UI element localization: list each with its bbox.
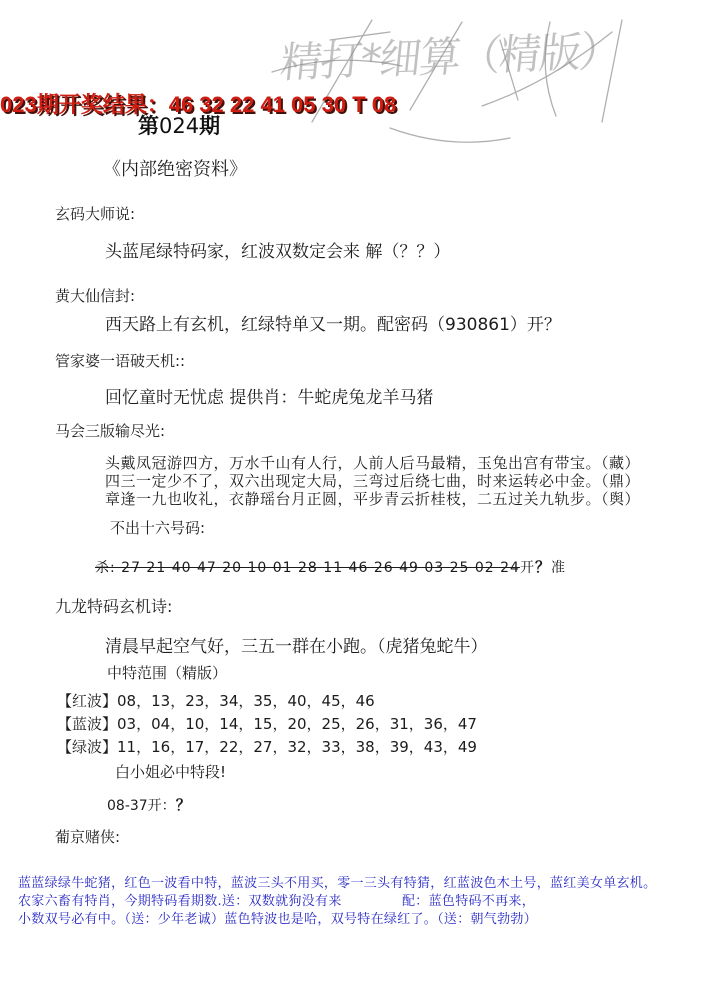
- section-label-pujing: 葡京赌侠:: [55, 828, 121, 846]
- mahui-verse-line: 四三一定少不了，双六出现定大局，三弯过后绕七曲，时来运转必中金。（鼎）: [105, 472, 641, 490]
- section-label-jiulong: 九龙特码玄机诗:: [55, 597, 173, 616]
- wave-name: 【绿波】: [57, 738, 118, 756]
- footer-line2-right: 配：蓝色特码不再来，: [402, 894, 536, 909]
- wave-row-blue: [57, 713, 477, 734]
- wave-name: 【蓝波】: [57, 715, 118, 733]
- section-label-huangdaxian: 黄大仙信封:: [55, 287, 136, 305]
- wave-row-red: [57, 690, 375, 711]
- killed-numbers-line: [95, 556, 566, 577]
- section-label-guanjiapo: 管家婆一语破天机::: [55, 352, 186, 370]
- issue-digits: 024: [159, 114, 200, 138]
- range-label: 中特范围（精版）: [107, 664, 228, 682]
- footer-line2-left: 农家六畜有特肖，今期特码看期数.送：双数就狗没有来: [18, 894, 342, 909]
- huangdaxian-content: 西天路上有玄机，红绿特单又一期。配密码（930861）开？: [105, 315, 561, 335]
- footer-verse-line: 蓝蓝绿绿牛蛇猪，红色一波看中特，蓝波三头不用买，零一三头有特猜，红蓝波色木土号，蓝红美女单玄机。: [18, 876, 657, 891]
- issue-prefix: 第: [138, 114, 159, 138]
- baixiaojie-line: 白小姐必中特段!: [115, 763, 227, 781]
- range-text: 08-37开：: [107, 798, 176, 814]
- section-label-mahui: 马会三版输尽光:: [55, 422, 166, 440]
- kill-question-mark: ？: [534, 558, 551, 576]
- footer-verse-line: [18, 890, 708, 909]
- xuanma-content: 头蓝尾绿特码家，红波双数定会来 解（？？）: [105, 242, 451, 262]
- jiulong-poem: 清晨早起空气好，三五一群在小跑。（虎猪兔蛇牛）: [105, 637, 488, 657]
- section-label-xuanma: 玄码大师说:: [55, 205, 136, 223]
- footer-verse-line: 小数双号必有中。（送：少年老诚）蓝色特波也是哈，双号特在绿红了。（送：朝气勃勃）: [18, 912, 538, 927]
- mahui-verse-line: 头戴凤冠游四方，万水千山有人行，人前人后马最精，玉兔出宫有带宝。（藏）: [105, 454, 641, 472]
- issue-suffix: 期: [199, 114, 221, 138]
- handwritten-title: 精打*细算（精版）: [277, 26, 622, 88]
- kill-accurate-char: 准: [550, 560, 566, 576]
- mahui-verse-line: 章逢一九也收礼，衣静瑶台月正圆，平步青云折桂枝，二五过关九轨步。（舆）: [105, 490, 641, 508]
- kill-open-char: 开: [519, 560, 535, 576]
- secret-material-title: 《内部绝密资料》: [103, 159, 247, 180]
- killed-numbers: 杀: 27 21 40 47 20 10 01 28 11 46 26 49 03 25 02 24: [95, 560, 520, 576]
- special-range-line: [107, 794, 191, 815]
- sixteen-numbers-label: 不出十六号码:: [110, 519, 206, 537]
- wave-numbers: 11，16，17，22，27，32，33，38，39，43，49: [117, 738, 477, 756]
- wave-row-green: [57, 736, 477, 757]
- wave-name: 【红波】: [57, 692, 118, 710]
- wave-numbers: 08，13，23，34，35，40，45，46: [117, 692, 375, 710]
- range-question-mark: ？: [175, 796, 191, 814]
- wave-numbers: 03，04，10，14，15，20，25，26，31，36，47: [117, 715, 477, 733]
- issue-number: [138, 110, 220, 140]
- guanjiapo-content: 回忆童时无忧虑 提供肖：牛蛇虎兔龙羊马猪: [105, 388, 434, 408]
- previous-draw-result: 023期开奖结果：46 32 22 41 05 30 T 08: [0, 92, 397, 117]
